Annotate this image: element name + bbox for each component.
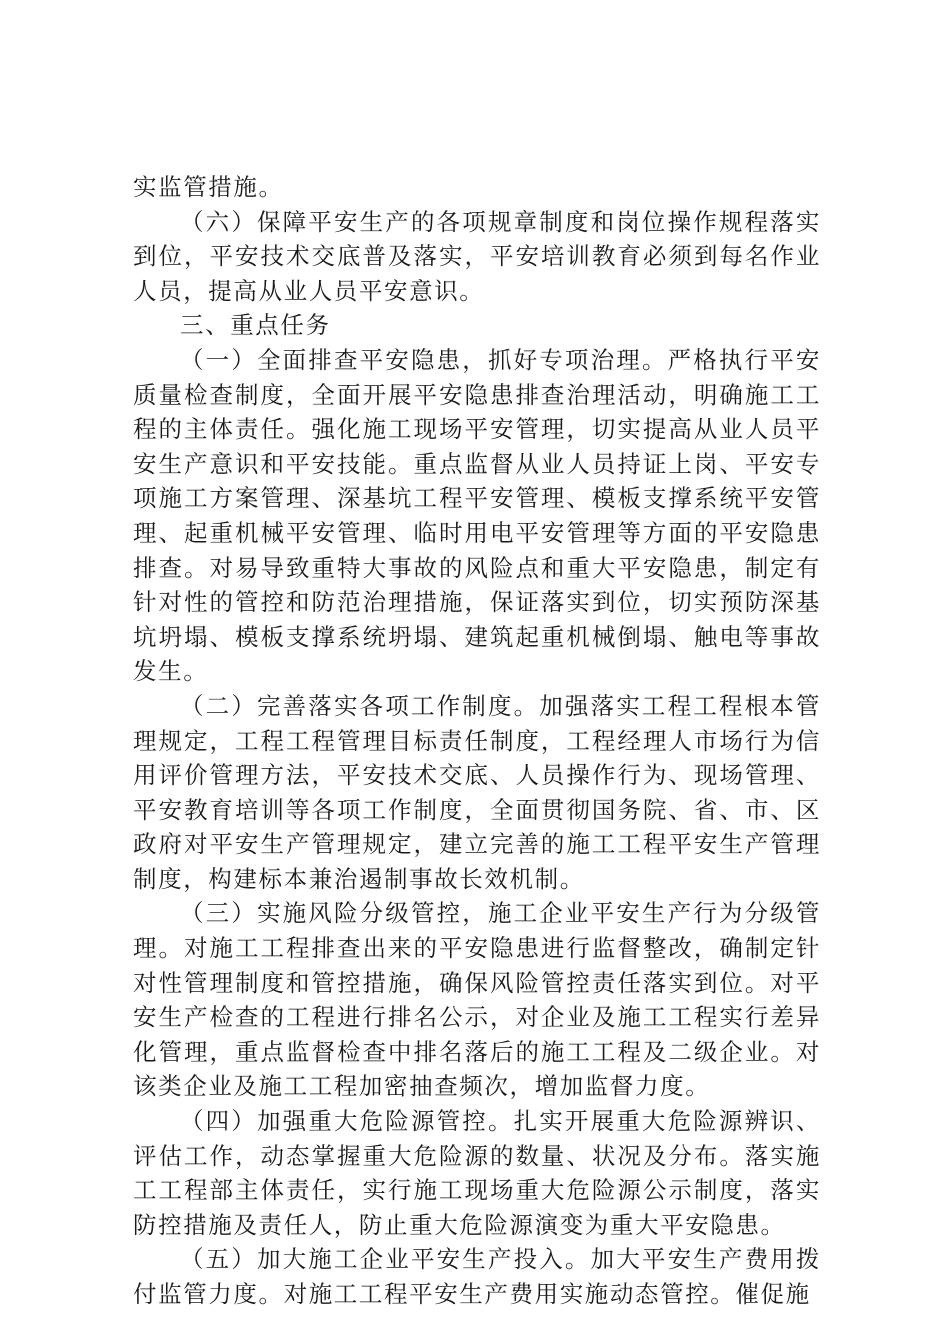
paragraph-continuation: 实监管措施。 — [133, 173, 284, 201]
paragraph-task-five: （五）加大施工企业平安生产投入。加大平安生产费用拨付监管力度。对施工工程平安生产费用实施动态管控。催促施 — [133, 1245, 821, 1308]
paragraph-task-two: （二）完善落实各项工作制度。加强落实工程工程根本管理规定，工程工程管理目标责任制度，工程经理人市场行为信用评价管理方法，平安技术交底、人员操作行为、现场管理、平安教育培训等各项工作制度，全面贯彻国务院、省、市、区政府对平安生产管理规定，建立完善的施工工程平安生产管理制度，构建标本兼治遏制事故长效机制。 — [133, 691, 821, 893]
paragraph-task-three: （三）实施风险分级管控，施工企业平安生产行为分级管理。对施工工程排查出来的平安隐患进行监督整改，确制定针对性管理制度和管控措施，确保风险管控责任落实到位。对平安生产检查的工程进行排名公示，对企业及施工工程实行差异化管理，重点监督检查中排名落后的施工工程及二级企业。对该类企业及施工工程加密抽查频次，增加监督力度。 — [133, 899, 821, 1101]
section-heading-key-tasks: 三、重点任务 — [180, 311, 331, 340]
paragraph-item-six: （六）保障平安生产的各项规章制度和岗位操作规程落实到位，平安技术交底普及落实，平安培训教育必须到每名作业人员，提高从业人员平安意识。 — [133, 207, 821, 305]
document-body — [133, 170, 821, 1312]
paragraph-task-one: （一）全面排查平安隐患，抓好专项治理。严格执行平安质量检查制度，全面开展平安隐患排查治理活动，明确施工工程的主体责任。强化施工现场平安管理，切实提高从业人员平安生产意识和平安技能。重点监督从业人员持证上岗、平安专项施工方案管理、深基坑工程平安管理、模板支撑系统平安管理、起重机械平安管理、临时用电平安管理等方面的平安隐患排查。对易导致重特大事故的风险点和重大平安隐患，制定有针对性的管控和防范治理措施，保证落实到位，切实预防深基坑坍塌、模板支撑系统坍塌、建筑起重机械倒塌、触电等事故发生。 — [133, 345, 821, 686]
paragraph-task-four: （四）加强重大危险源管控。扎实开展重大危险源辨识、评估工作，动态掌握重大危险源的数量、状况及分布。落实施工工程部主体责任，实行施工现场重大危险源公示制度，落实防控措施及责任人，防止重大危险源演变为重大平安隐患。 — [133, 1107, 821, 1239]
